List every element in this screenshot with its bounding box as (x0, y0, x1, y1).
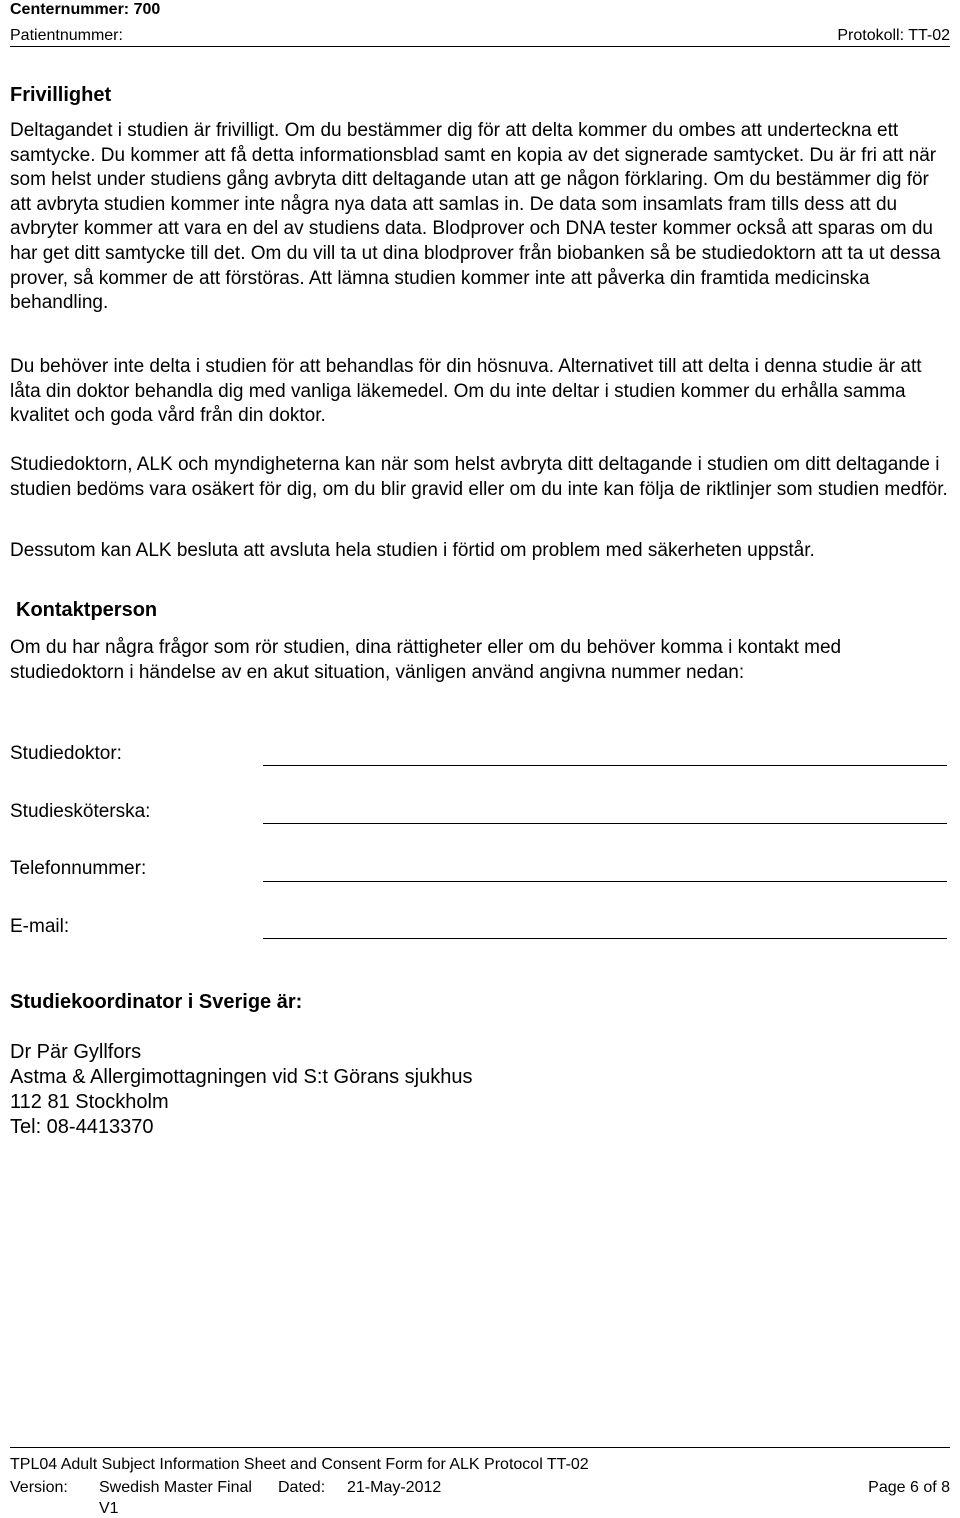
voluntary-paragraph-4: Dessutom kan ALK besluta att avsluta hela studien i förtid om problem med säkerheten uppstår. (10, 540, 815, 561)
footer-version-suffix: V1 (99, 1500, 119, 1517)
coordinator-phone: Tel: 08-4413370 (10, 1116, 154, 1138)
footer-divider (10, 1447, 950, 1448)
center-number: Centernummer: 700 (10, 1, 161, 18)
doctor-label: Studiedoktor: (10, 743, 122, 764)
footer-version-label: Version: (10, 1479, 68, 1496)
coordinator-heading: Studiekoordinator i Sverige är: (10, 991, 303, 1013)
footer-page-number: Page 6 of 8 (868, 1479, 950, 1496)
email-label: E-mail: (10, 916, 70, 937)
coordinator-clinic: Astma & Allergimottagningen vid S:t Görans sjukhus (10, 1066, 473, 1088)
footer-title: TPL04 Adult Subject Information Sheet and Consent Form for ALK Protocol TT-02 (10, 1456, 589, 1473)
voluntary-paragraph-2: Du behöver inte delta i studien för att behandlas för din hösnuva. Alternativet till att delta i denna studie är att låta din doktor behandla dig med vanliga läkemedel. Om du inte deltar i studien kommer du erhålla samma kvalitet och goda vård från din doktor. (10, 356, 922, 427)
voluntary-paragraph-1: Deltagandet i studien är frivilligt. Om du bestämmer dig för att delta kommer du ombes att underteckna ett samtycke. Du kommer att få detta informationsblad samt en kopia av det signerade samtycket. Du är fri att när som helst under studiens gång avbryta ditt deltagande utan att ge någon förklaring. Om du bestämmer dig för att avbryta studien kommer inte några nya data att samlas in. De data som insamlats fram tills dess att du avbryter kommer att vara en del av studiens data. Blodprover och DNA tester kommer också att sparas om du har get ditt samtycke till det. Om du vill ta ut dina blodprover från biobanken så be studiedoktorn att ta ut dessa prover, så kommer de att förstöras. Att lämna studien kommer inte att påverka din framtida medicinska behandling. (10, 120, 941, 314)
header-divider (10, 46, 950, 47)
phone-label: Telefonnummer: (10, 858, 147, 879)
email-line (263, 938, 947, 939)
footer-version-value: Swedish Master Final (99, 1479, 252, 1496)
protocol-number: Protokoll: TT-02 (837, 27, 950, 44)
patient-number: Patientnummer: (10, 27, 123, 44)
doctor-line (263, 765, 947, 766)
footer-dated-label: Dated: (278, 1479, 326, 1496)
coordinator-address (10, 1040, 472, 1140)
nurse-label: Studiesköterska: (10, 801, 151, 822)
footer-date: 21-May-2012 (347, 1479, 442, 1496)
coordinator-postal: 112 81 Stockholm (10, 1091, 169, 1113)
contact-heading: Kontaktperson (16, 599, 158, 621)
phone-line (263, 881, 947, 882)
voluntary-paragraph-3: Studiedoktorn, ALK och myndigheterna kan när som helst avbryta ditt deltagande i studien om ditt deltagande i studien bedöms vara osäkert för dig, om du blir gravid eller om du inte kan följa de riktlinjer som studien medför. (10, 454, 948, 500)
coordinator-name: Dr Pär Gyllfors (10, 1041, 142, 1063)
nurse-line (263, 823, 947, 824)
voluntary-heading: Frivillighet (10, 84, 112, 106)
contact-paragraph: Om du har några frågor som rör studien, dina rättigheter eller om du behöver komma i kontakt med studiedoktorn i händelse av en akut situation, vänligen använd angivna nummer nedan: (10, 637, 842, 683)
